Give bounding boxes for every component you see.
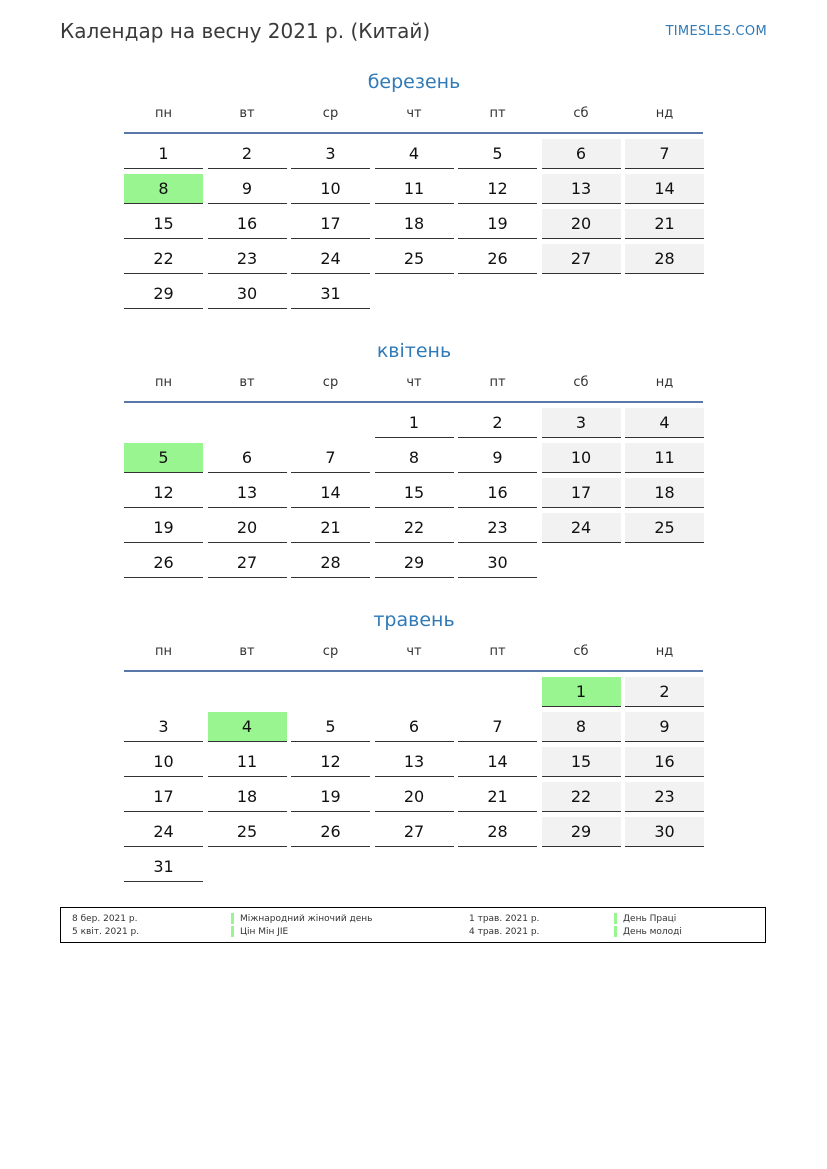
day-cell: 10	[124, 747, 203, 777]
day-cell: 22	[124, 244, 203, 274]
weekday-header	[124, 375, 704, 401]
weekday-label: ср	[322, 375, 339, 390]
day-cell: 25	[208, 817, 287, 847]
day-cell: 30	[625, 817, 704, 847]
weekday-label: пн	[155, 375, 172, 390]
day-cell: 25	[625, 513, 704, 543]
day-cell: 14	[458, 747, 537, 777]
day-cell: 22	[375, 513, 454, 543]
day-cell: 7	[291, 443, 370, 473]
day-cell: 22	[542, 782, 621, 812]
day-cell: 13	[375, 747, 454, 777]
day-cell: 14	[625, 174, 704, 204]
day-cell: 6	[208, 443, 287, 473]
day-cell: 10	[291, 174, 370, 204]
legend-date: 5 квіт. 2021 р.	[72, 927, 140, 937]
day-grid	[124, 139, 704, 309]
weekday-label: пн	[155, 644, 172, 659]
day-cell: 25	[375, 244, 454, 274]
day-cell: 18	[625, 478, 704, 508]
day-cell: 15	[542, 747, 621, 777]
day-cell: 20	[375, 782, 454, 812]
empty-cell	[291, 408, 370, 438]
day-cell: 3	[124, 712, 203, 742]
day-cell: 23	[458, 513, 537, 543]
weekday-label: ср	[322, 106, 339, 121]
day-cell: 23	[625, 782, 704, 812]
day-cell: 20	[208, 513, 287, 543]
header-divider	[124, 401, 703, 403]
day-cell: 13	[542, 174, 621, 204]
empty-cell	[208, 408, 287, 438]
header-divider	[124, 670, 703, 672]
day-cell: 8	[124, 174, 203, 204]
day-cell: 6	[375, 712, 454, 742]
weekday-label: ср	[322, 644, 339, 659]
day-cell: 11	[208, 747, 287, 777]
weekday-label: пт	[489, 106, 506, 121]
weekday-label: пт	[489, 375, 506, 390]
day-cell: 24	[542, 513, 621, 543]
day-cell: 2	[458, 408, 537, 438]
weekday-label: чт	[406, 106, 422, 121]
day-cell: 11	[375, 174, 454, 204]
day-cell: 16	[208, 209, 287, 239]
day-cell: 3	[291, 139, 370, 169]
day-cell: 23	[208, 244, 287, 274]
day-cell: 17	[291, 209, 370, 239]
day-cell: 19	[458, 209, 537, 239]
holiday-marker	[614, 926, 617, 937]
empty-cell	[375, 677, 454, 707]
day-cell: 5	[124, 443, 203, 473]
day-cell: 29	[375, 548, 454, 578]
header-divider	[124, 132, 703, 134]
day-grid	[124, 677, 704, 882]
weekday-header	[124, 106, 704, 132]
weekday-label: вт	[239, 106, 255, 121]
weekday-label: чт	[406, 375, 422, 390]
day-cell: 4	[208, 712, 287, 742]
legend-holiday-name: Міжнародний жіночий день	[240, 914, 373, 924]
day-cell: 11	[625, 443, 704, 473]
day-cell: 1	[124, 139, 203, 169]
page-title: Календар на весну 2021 р. (Китай)	[60, 19, 431, 43]
day-cell: 28	[625, 244, 704, 274]
empty-cell	[291, 677, 370, 707]
month-march	[124, 67, 704, 309]
weekday-label: сб	[573, 106, 589, 121]
legend-holiday-name: Цін Мін ЈІЕ	[240, 927, 289, 937]
day-cell: 20	[542, 209, 621, 239]
holiday-legend	[60, 907, 766, 943]
day-cell: 4	[375, 139, 454, 169]
weekday-label: сб	[573, 375, 589, 390]
weekday-label: нд	[655, 106, 674, 121]
month-april	[124, 336, 704, 578]
legend-date: 8 бер. 2021 р.	[72, 914, 138, 924]
month-name: травень	[373, 609, 455, 631]
day-cell: 10	[542, 443, 621, 473]
holiday-marker	[231, 926, 234, 937]
day-cell: 9	[625, 712, 704, 742]
day-cell: 8	[542, 712, 621, 742]
weekday-label: пн	[155, 106, 172, 121]
day-cell: 15	[124, 209, 203, 239]
day-cell: 18	[208, 782, 287, 812]
weekday-label: вт	[239, 644, 255, 659]
day-cell: 15	[375, 478, 454, 508]
day-cell: 12	[291, 747, 370, 777]
day-cell: 26	[291, 817, 370, 847]
weekday-label: сб	[573, 644, 589, 659]
day-cell: 9	[458, 443, 537, 473]
day-cell: 26	[458, 244, 537, 274]
day-grid	[124, 408, 704, 578]
month-name: березень	[367, 71, 461, 93]
day-cell: 14	[291, 478, 370, 508]
legend-holiday-name: День молоді	[623, 927, 682, 937]
day-cell: 19	[291, 782, 370, 812]
weekday-label: нд	[655, 644, 674, 659]
weekday-label: пт	[489, 644, 506, 659]
day-cell: 29	[542, 817, 621, 847]
day-cell: 2	[625, 677, 704, 707]
day-cell: 5	[458, 139, 537, 169]
day-cell: 30	[208, 279, 287, 309]
day-cell: 8	[375, 443, 454, 473]
day-cell: 26	[124, 548, 203, 578]
day-cell: 9	[208, 174, 287, 204]
day-cell: 5	[291, 712, 370, 742]
day-cell: 16	[458, 478, 537, 508]
day-cell: 30	[458, 548, 537, 578]
weekday-label: чт	[406, 644, 422, 659]
day-cell: 7	[458, 712, 537, 742]
day-cell: 18	[375, 209, 454, 239]
day-cell: 12	[458, 174, 537, 204]
day-cell: 27	[375, 817, 454, 847]
day-cell: 4	[625, 408, 704, 438]
day-cell: 6	[542, 139, 621, 169]
day-cell: 21	[625, 209, 704, 239]
day-cell: 2	[208, 139, 287, 169]
site-link[interactable]: TIMESLES.COM	[665, 24, 767, 39]
day-cell: 31	[291, 279, 370, 309]
weekday-label: нд	[655, 375, 674, 390]
empty-cell	[124, 408, 203, 438]
day-cell: 28	[458, 817, 537, 847]
day-cell: 17	[124, 782, 203, 812]
empty-cell	[208, 677, 287, 707]
day-cell: 24	[124, 817, 203, 847]
empty-cell	[458, 677, 537, 707]
month-may	[124, 605, 704, 882]
day-cell: 12	[124, 478, 203, 508]
day-cell: 1	[542, 677, 621, 707]
day-cell: 16	[625, 747, 704, 777]
holiday-marker	[231, 913, 234, 924]
weekday-label: вт	[239, 375, 255, 390]
day-cell: 21	[458, 782, 537, 812]
day-cell: 21	[291, 513, 370, 543]
day-cell: 3	[542, 408, 621, 438]
empty-cell	[124, 677, 203, 707]
day-cell: 1	[375, 408, 454, 438]
day-cell: 29	[124, 279, 203, 309]
day-cell: 7	[625, 139, 704, 169]
day-cell: 27	[208, 548, 287, 578]
day-cell: 31	[124, 852, 203, 882]
day-cell: 28	[291, 548, 370, 578]
holiday-marker	[614, 913, 617, 924]
day-cell: 13	[208, 478, 287, 508]
weekday-header	[124, 644, 704, 670]
day-cell: 24	[291, 244, 370, 274]
day-cell: 19	[124, 513, 203, 543]
day-cell: 17	[542, 478, 621, 508]
month-name: квітень	[376, 340, 452, 362]
legend-date: 4 трав. 2021 р.	[469, 927, 540, 937]
legend-date: 1 трав. 2021 р.	[469, 914, 540, 924]
day-cell: 27	[542, 244, 621, 274]
legend-holiday-name: День Праці	[623, 914, 677, 924]
